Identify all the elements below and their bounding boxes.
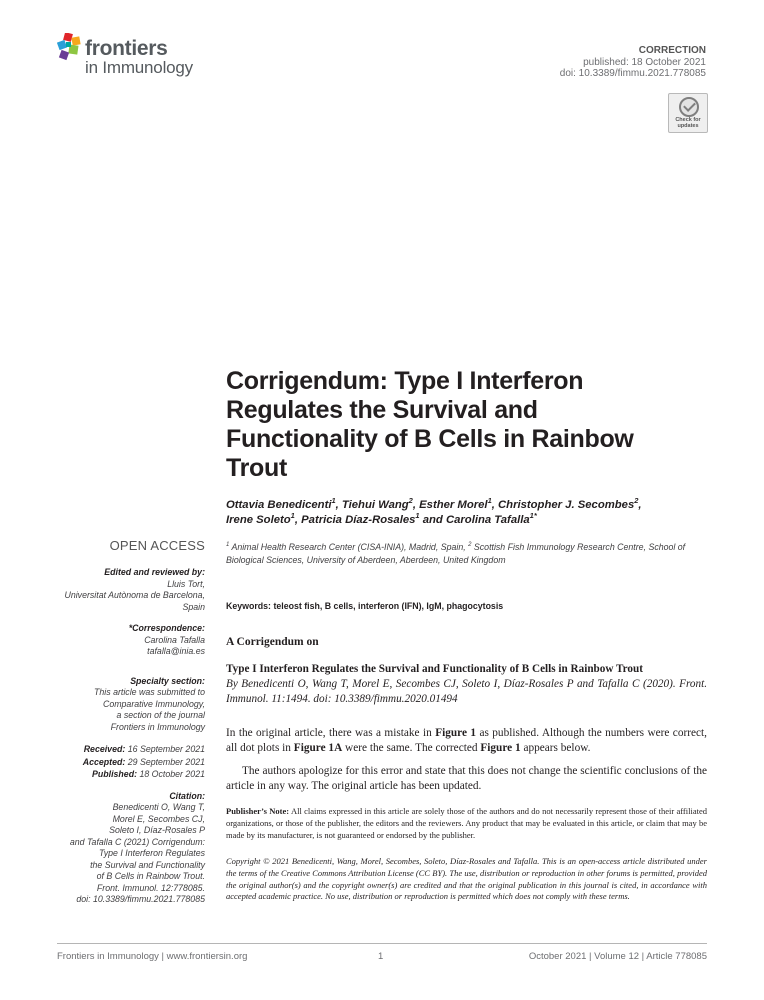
- body-paragraph: In the original article, there was a mistake in Figure 1 as published. Although the numbers were correct, all dot plots in Figure 1A were the same. The corrected Figure 1 appears below.: [226, 727, 707, 754]
- published-date: published: 18 October 2021: [583, 56, 706, 68]
- figure-link[interactable]: Figure 1: [480, 742, 521, 754]
- published-date-sidebar: Published: 18 October 2021: [92, 769, 205, 779]
- correspondence-name: Carolina Tafalla: [144, 634, 205, 645]
- citation-label: Citation:: [169, 790, 205, 801]
- author[interactable]: Tiehui Wang$^2$: [341, 496, 413, 511]
- affiliations: $^1$ Animal Health Research Center (CISA-INIA), Madrid, Spain, $^2$ Scottish Fish Immunology Research Centre, School of Biological Sciences, University of Aberdeen, Aberdeen, United Kingdom: [226, 542, 686, 565]
- sidebar: [40, 538, 205, 906]
- open-access-label: OPEN ACCESS: [109, 538, 205, 553]
- citation-line: Type I Interferon Regulates: [99, 848, 205, 858]
- citation-line: Soleto I, Díaz-Rosales P: [109, 825, 205, 835]
- footer-issue-info: October 2021 | Volume 12 | Article 778085: [528, 951, 707, 962]
- edited-label: Edited and reviewed by:: [104, 567, 205, 577]
- article-doi[interactable]: doi: 10.3389/fimmu.2021.778085: [559, 68, 706, 79]
- brand-name: frontiers: [85, 37, 168, 60]
- author[interactable]: Esther Morel$^1$: [419, 496, 492, 511]
- article-meta: [560, 45, 706, 80]
- citation-line: Benedicenti O, Wang T,: [112, 802, 205, 812]
- author-list: Ottavia Benedicenti$^1$, Tiehui Wang$^2$, Esther Morel$^1$, Christopher J. Secombes$^2$, Irene Soleto$^1$, Patricia Díaz-Rosales$^1$ and Carolina Tafalla$^{1*}$: [226, 496, 642, 526]
- check-for-updates-button[interactable]: [668, 93, 708, 133]
- specialty-line: This article was submitted to: [94, 687, 205, 697]
- journal-logo[interactable]: [57, 33, 227, 81]
- author[interactable]: Carolina Tafalla$^{1*}$: [445, 511, 537, 526]
- specialty-line: Comparative Immunology,: [102, 698, 205, 709]
- figure-link[interactable]: Figure 1: [435, 727, 477, 739]
- original-article-reference: [226, 662, 707, 707]
- correspondence-label: *Correspondence:: [128, 623, 205, 633]
- citation-line: Morel E, Secombes CJ,: [112, 813, 205, 824]
- editor-line: Spain: [182, 601, 205, 612]
- journal-name: in Immunology: [85, 58, 193, 77]
- citation-line: and Tafalla C (2021) Corrigendum:: [69, 836, 205, 847]
- publisher-note: Publisher’s Note: All claims expressed in this article are solely those of the authors and do not necessarily represent those of their affiliated organizations, or those of the publisher, the editors and the reviewers. Any product that may be evaluated in this article, or claim that may be made by its manufacturer, is not guaranteed or endorsed by the publisher.: [226, 806, 708, 840]
- original-article-title[interactable]: Type I Interferon Regulates the Survival and Functionality of B Cells in Rainbow Trout: [226, 663, 643, 675]
- author[interactable]: Irene Soleto$^1$: [226, 511, 295, 526]
- citation-line: Front. Immunol. 12:778085.: [96, 882, 205, 893]
- original-article-citation: By Benedicenti O, Wang T, Morel E, Secombes CJ, Soleto I, Díaz-Rosales P and Tafalla C (2020). Front. Immunol. 11:1494. doi: 10.3389/fimmu.2020.01494: [226, 678, 707, 705]
- copyright-notice: Copyright © 2021 Benedicenti, Wang, Morel, Secombes, Soleto, Díaz-Rosales and Tafalla. This is an open-access article distributed under the terms of the Creative Commons Attribution License (CC BY). The use, distribution or reproduction in other forums is permitted, provided the original author(s) and the copyright owner(s) are credited and that the original publication in this journal is cited, in accordance with accepted academic practice. No use, distribution or reproduction is permitted which does not comply with these terms.: [226, 856, 707, 902]
- page-number: 1: [378, 951, 384, 962]
- specialty-line: Frontiers in Immunology: [110, 721, 205, 732]
- keywords-list: teleost fish, B cells, interferon (IFN), IgM, phagocytosis: [273, 601, 504, 611]
- check-updates-label: Check for updates: [675, 117, 701, 129]
- correspondence-email[interactable]: tafalla@inia.es: [147, 646, 205, 656]
- figure-link[interactable]: Figure 1A: [293, 742, 343, 754]
- specialty-label: Specialty section:: [130, 675, 205, 686]
- received-date: Received: 16 September 2021: [83, 744, 205, 754]
- citation-doi[interactable]: doi: 10.3389/fimmu.2021.778085: [76, 894, 205, 904]
- keywords-label: Keywords:: [226, 601, 271, 611]
- specialty-line: a section of the journal: [116, 710, 205, 720]
- footer-journal-link[interactable]: Frontiers in Immunology | www.frontiersin.org: [57, 951, 248, 962]
- article-title: Corrigendum: Type I Interferon Regulates the Survival and Functionality of B Cells in Rainbow Trout: [226, 367, 634, 482]
- editor-line: Lluis Tort,: [167, 578, 205, 589]
- author[interactable]: Ottavia Benedicenti$^1$: [226, 496, 336, 511]
- corrigendum-heading: A Corrigendum on: [226, 636, 319, 648]
- frontiers-logo-icon: [57, 33, 83, 61]
- footer-divider: [57, 943, 707, 944]
- check-updates-icon: [679, 97, 699, 117]
- citation-line: the Survival and Functionality: [90, 859, 205, 870]
- accepted-date: Accepted: 29 September 2021: [82, 756, 205, 767]
- citation-line: of B Cells in Rainbow Trout.: [96, 871, 205, 881]
- editor-line: Universitat Autònoma de Barcelona,: [64, 590, 205, 600]
- keywords: [226, 600, 706, 612]
- author[interactable]: Patricia Díaz-Rosales$^1$: [301, 511, 420, 526]
- body-paragraph: The authors apologize for this error and state that this does not change the scientific conclusions of the article in any way. The original article has been updated.: [226, 765, 707, 792]
- author[interactable]: Christopher J. Secombes$^2$: [498, 496, 639, 511]
- article-type: CORRECTION: [638, 45, 706, 56]
